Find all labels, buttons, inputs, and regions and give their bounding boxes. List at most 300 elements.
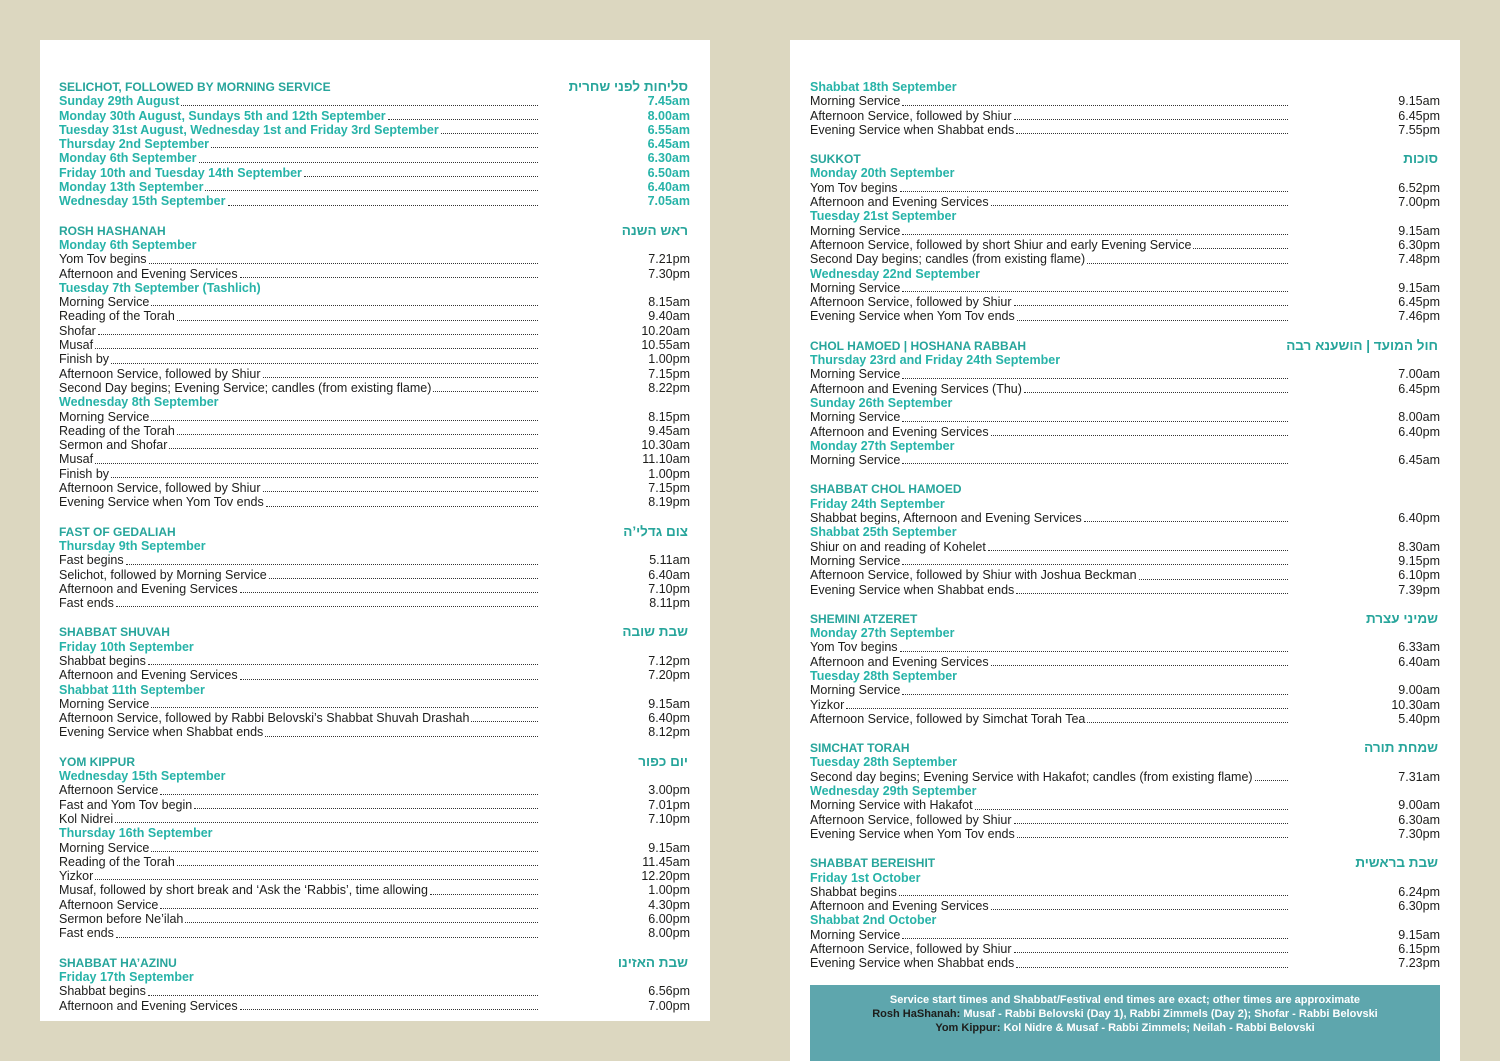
row-label-box (59, 798, 540, 812)
schedule-row (59, 697, 690, 711)
dot-leader (975, 809, 1289, 810)
dot-leader (95, 463, 538, 464)
dot-leader (1139, 579, 1289, 580)
service-name: Monday 6th September (59, 151, 197, 166)
row-label-box (59, 596, 540, 610)
service-name: Morning Service (810, 453, 901, 468)
service-time: 6.52pm (1398, 180, 1440, 195)
service-time: 7.30pm (648, 266, 690, 281)
schedule-row (59, 999, 690, 1013)
service-time: 7.10pm (648, 581, 690, 596)
schedule-row (59, 898, 690, 912)
schedule-section (810, 856, 1440, 970)
dot-leader (991, 909, 1289, 910)
service-name: Afternoon and Evening Services (810, 654, 989, 669)
row-label-box (59, 367, 540, 381)
schedule-row (59, 654, 690, 668)
date-subheading: Shabbat 18th September (810, 80, 957, 94)
service-name: Second Day begins; Evening Service; candles (from existing flame) (59, 380, 432, 395)
date-subheading: Tuesday 21st September (810, 209, 957, 224)
section-header (810, 612, 1440, 626)
date-subheading: Wednesday 29th September (810, 784, 977, 799)
service-name: Afternoon Service (59, 897, 159, 912)
schedule-row (59, 495, 690, 509)
section-header (59, 525, 690, 539)
schedule-row (810, 281, 1440, 295)
section-title-hebrew: חול המועד | הושענא רבה (1286, 337, 1438, 353)
service-name: Tuesday 31st August, Wednesday 1st and Friday 3rd September (59, 122, 439, 137)
left-column (59, 80, 690, 1028)
schedule-row (59, 582, 690, 596)
service-name: Afternoon and Evening Services (810, 195, 989, 210)
dot-leader (169, 448, 538, 449)
service-time: 6.40am (648, 567, 690, 582)
schedule-row (810, 942, 1440, 956)
service-name: Afternoon Service, followed by Shiur (810, 295, 1012, 310)
section-header (59, 80, 690, 94)
service-name: Morning Service (810, 683, 901, 698)
schedule-row (810, 382, 1440, 396)
service-name: Friday 10th and Tuesday 14th September (59, 165, 302, 180)
date-subheading: Thursday 16th September (59, 826, 213, 841)
service-time: 9.40am (648, 309, 690, 324)
schedule-row (810, 640, 1440, 654)
dot-leader (149, 263, 538, 264)
service-time: 6.30am (647, 151, 690, 166)
service-time: 9.15am (648, 696, 690, 711)
dot-leader (991, 435, 1289, 436)
schedule-row (59, 410, 690, 424)
service-name: Morning Service (810, 367, 901, 382)
row-label-box (810, 798, 1290, 812)
dot-leader (263, 377, 539, 378)
row-label-box (810, 712, 1290, 726)
row-label-box (810, 942, 1290, 956)
row-label-box (810, 928, 1290, 942)
service-name: Afternoon and Evening Services (59, 668, 238, 683)
service-name: Evening Service when Shabbat ends (810, 122, 1015, 137)
schedule-row (810, 238, 1440, 252)
service-time: 7.00am (1398, 367, 1440, 382)
dot-leader (228, 205, 539, 206)
schedule-row (59, 467, 690, 481)
dot-leader (1014, 305, 1289, 306)
schedule-row (59, 452, 690, 466)
service-name: Morning Service (59, 840, 150, 855)
schedule-section (810, 741, 1440, 841)
service-name: Morning Service (810, 94, 901, 109)
service-name: Second Day begins; candles (from existing flame) (810, 252, 1086, 267)
service-time: 10.30am (1391, 697, 1440, 712)
schedule-row (59, 137, 690, 151)
dot-leader (266, 506, 538, 507)
service-time: 6.45pm (1398, 381, 1440, 396)
schedule-row (810, 956, 1440, 970)
section-title-hebrew: שבת בראשית (1355, 855, 1438, 871)
service-time: 12.20pm (641, 869, 690, 884)
dot-leader (430, 894, 538, 895)
dot-leader (902, 564, 1288, 565)
row-label-box (810, 655, 1290, 669)
dot-leader (902, 105, 1288, 106)
section-title: CHOL HAMOED | HOSHANA RABBAH (810, 338, 1027, 353)
service-time: 5.11am (649, 553, 690, 568)
date-subheading: Tuesday 28th September (810, 668, 958, 683)
service-name: Morning Service (810, 280, 901, 295)
service-name: Afternoon and Evening Services (810, 899, 989, 914)
service-name: Afternoon and Evening Services (810, 424, 989, 439)
dot-leader (185, 922, 538, 923)
section-title: SHABBAT CHOL HAMOED (810, 482, 962, 497)
row-label-box (59, 352, 540, 366)
schedule-row (810, 252, 1440, 266)
dot-leader (111, 477, 538, 478)
service-time: 7.30pm (1398, 826, 1440, 841)
footer-yom-kippur-text: Kol Nidre & Musaf - Rabbi Zimmels; Neilah - Rabbi Belovski (1003, 1022, 1315, 1034)
row-label-box (59, 410, 540, 424)
date-subheading: Monday 27th September (810, 438, 955, 453)
row-label-box (810, 540, 1290, 554)
schedule-row (810, 798, 1440, 812)
row-label-box (59, 568, 540, 582)
dot-leader (240, 1009, 538, 1010)
row-label-box (810, 698, 1290, 712)
schedule-row (59, 109, 690, 123)
dot-leader (95, 879, 538, 880)
section-header (810, 482, 1440, 496)
date-subheading: Monday 27th September (810, 626, 955, 641)
schedule-row (810, 94, 1440, 108)
dot-leader (160, 908, 538, 909)
schedule-row (59, 984, 690, 998)
section-title-hebrew: ראש השנה (621, 222, 688, 238)
service-time: 4.30pm (648, 897, 690, 912)
service-name: Evening Service when Shabbat ends (59, 725, 264, 740)
service-name: Morning Service (810, 927, 901, 942)
schedule-row (59, 151, 690, 165)
schedule-row (59, 568, 690, 582)
row-label-box (59, 137, 540, 151)
dot-leader (902, 938, 1288, 939)
dot-leader (388, 119, 538, 120)
service-name: Musaf (59, 338, 94, 353)
date-subheading: Tuesday 28th September (810, 755, 958, 770)
footer-line-2 (810, 1007, 1440, 1021)
service-name: Yom Tov begins (810, 180, 898, 195)
dot-leader (441, 133, 538, 134)
row-label-box (59, 926, 540, 940)
service-name: Morning Service with Hakafot (810, 798, 973, 813)
schedule-row (59, 166, 690, 180)
section-header (810, 339, 1440, 353)
schedule-row (59, 438, 690, 452)
schedule-row (59, 481, 690, 495)
dot-leader (1087, 263, 1288, 264)
schedule-row (59, 180, 690, 194)
row-label-box (810, 511, 1290, 525)
service-name: Yom Tov begins (59, 252, 147, 267)
service-time: 11.10am (642, 452, 690, 467)
service-name: Reading of the Torah (59, 423, 175, 438)
row-label-box (810, 453, 1290, 467)
date-subheading: Friday 10th September (59, 639, 194, 654)
dot-leader (902, 234, 1288, 235)
row-label-box (810, 956, 1290, 970)
service-name: Reading of the Torah (59, 854, 175, 869)
service-name: Monday 30th August, Sundays 5th and 12th September (59, 108, 386, 123)
dot-leader (199, 162, 538, 163)
section-title-hebrew: שמיני עצרת (1365, 610, 1438, 626)
service-name: Shofar (59, 323, 96, 338)
dot-leader (95, 348, 538, 349)
service-name: Afternoon Service, followed by Shiur (810, 942, 1012, 957)
dot-leader (902, 463, 1288, 464)
service-time: 6.45am (1398, 453, 1440, 468)
service-time: 9.15am (1398, 223, 1440, 238)
schedule-section (59, 625, 690, 739)
service-time: 7.00pm (1398, 195, 1440, 210)
schedule-row (59, 912, 690, 926)
schedule-row (810, 367, 1440, 381)
footer-rosh-hashanah-label: Rosh HaShanah: (872, 1008, 961, 1020)
schedule-row (810, 712, 1440, 726)
dot-leader (1016, 593, 1288, 594)
service-name: Afternoon Service (59, 783, 159, 798)
service-name: Fast ends (59, 596, 114, 611)
section-header (59, 956, 690, 970)
service-time: 6.33am (1398, 640, 1440, 655)
row-label-box (59, 668, 540, 682)
dot-leader (263, 491, 539, 492)
dot-leader (205, 190, 538, 191)
section-header (59, 755, 690, 769)
dot-leader (177, 865, 538, 866)
section-title: SHABBAT SHUVAH (59, 625, 170, 640)
section-title-hebrew: סוכות (1403, 151, 1438, 167)
service-time: 7.45am (647, 94, 690, 109)
row-label-box (810, 813, 1290, 827)
schedule-row (810, 295, 1440, 309)
row-label-box (810, 770, 1290, 784)
service-time: 10.55am (641, 338, 690, 353)
row-label-box (810, 827, 1290, 841)
service-name: Yom Tov begins (810, 640, 898, 655)
service-time: 10.20am (641, 323, 690, 338)
service-name: Afternoon and Evening Services (59, 581, 238, 596)
service-time: 7.00pm (648, 998, 690, 1013)
service-time: 7.10pm (648, 811, 690, 826)
schedule-row (59, 94, 690, 108)
dot-leader (433, 391, 538, 392)
section-title: SELICHOT, FOLLOWED BY MORNING SERVICE (59, 80, 331, 94)
service-name: Shabbat begins (810, 884, 897, 899)
row-label-box (59, 812, 540, 826)
dot-leader (115, 822, 538, 823)
service-name: Finish by (59, 466, 110, 481)
schedule-row (59, 267, 690, 281)
dot-leader (902, 378, 1288, 379)
schedule-row (810, 698, 1440, 712)
schedule-section (810, 612, 1440, 726)
dot-leader (211, 147, 538, 148)
service-time: 6.55am (647, 122, 690, 137)
dot-leader (1084, 521, 1289, 522)
service-name: Evening Service when Shabbat ends (810, 582, 1015, 597)
schedule-row (59, 855, 690, 869)
dot-leader (151, 707, 538, 708)
row-label-box (59, 338, 540, 352)
service-time: 8.19pm (648, 495, 690, 510)
dot-leader (1255, 780, 1289, 781)
schedule-row (810, 109, 1440, 123)
dot-leader (1014, 119, 1289, 120)
schedule-section (59, 755, 690, 941)
service-time: 7.55pm (1398, 122, 1440, 137)
schedule-row (810, 827, 1440, 841)
dot-leader (240, 592, 538, 593)
service-time: 7.39pm (1398, 582, 1440, 597)
schedule-row (59, 424, 690, 438)
row-label-box (59, 123, 540, 137)
date-subheading: Shabbat 2nd October (810, 913, 937, 928)
footer-yom-kippur-label: Yom Kippur: (935, 1022, 1001, 1034)
row-label-box (810, 281, 1290, 295)
schedule-row (810, 425, 1440, 439)
dot-leader (1087, 722, 1288, 723)
schedule-row (810, 655, 1440, 669)
dot-leader (116, 606, 538, 607)
date-subheading: Shabbat 25th September (810, 525, 957, 540)
schedule-row (810, 224, 1440, 238)
service-name: Morning Service (59, 295, 150, 310)
dot-leader (1017, 837, 1288, 838)
section-title: SHEMINI ATZERET (810, 611, 918, 626)
section-header (59, 625, 690, 639)
schedule-row (59, 596, 690, 610)
service-name: Morning Service (810, 410, 901, 425)
dot-leader (900, 191, 1289, 192)
schedule-row (59, 381, 690, 395)
service-name: Sunday 29th August (59, 94, 180, 109)
service-name: Fast ends (59, 926, 114, 941)
service-time: 7.12pm (648, 653, 690, 668)
row-label-box (59, 452, 540, 466)
dot-leader (194, 808, 538, 809)
schedule-row (59, 553, 690, 567)
row-label-box (59, 180, 540, 194)
date-subheading: Thursday 9th September (59, 538, 206, 553)
right-page (790, 40, 1460, 1061)
section-header (810, 152, 1440, 166)
row-label-box (810, 367, 1290, 381)
row-label-box (59, 324, 540, 338)
section-title: SHABBAT HA’AZINU (59, 955, 177, 970)
date-subheading: Friday 24th September (810, 496, 945, 511)
service-time: 9.00am (1398, 683, 1440, 698)
service-name: Wednesday 15th September (59, 194, 226, 209)
service-time: 8.15am (648, 295, 690, 310)
dot-leader (902, 694, 1288, 695)
schedule-row (59, 798, 690, 812)
dot-leader (177, 434, 538, 435)
schedule-row (59, 309, 690, 323)
dot-leader (240, 679, 538, 680)
row-label-box (59, 194, 540, 208)
service-time: 9.45am (648, 423, 690, 438)
service-name: Afternoon and Evening Services (59, 266, 238, 281)
service-name: Kol Nidrei (59, 811, 114, 826)
date-subheading: Monday 6th September (59, 237, 197, 252)
row-label-box (59, 984, 540, 998)
dot-leader (151, 305, 538, 306)
service-name: Afternoon Service, followed by short Shiur and early Evening Service (810, 237, 1192, 252)
row-label-box (59, 309, 540, 323)
row-label-box (59, 424, 540, 438)
service-time: 6.50am (647, 165, 690, 180)
service-name: Morning Service (59, 696, 150, 711)
service-time: 6.10pm (1398, 568, 1440, 583)
row-label-box (59, 869, 540, 883)
dot-leader (1193, 248, 1288, 249)
row-label-box (59, 438, 540, 452)
schedule-row (810, 410, 1440, 424)
service-name: Finish by (59, 352, 110, 367)
service-name: Shabbat begins, Afternoon and Evening Services (810, 511, 1082, 526)
service-time: 7.05am (647, 194, 690, 209)
date-subheading: Shabbat 11th September (59, 682, 205, 697)
schedule-section (810, 339, 1440, 468)
service-time: 7.46pm (1398, 309, 1440, 324)
row-label-box (810, 295, 1290, 309)
service-time: 6.24pm (1398, 884, 1440, 899)
row-label-box (810, 554, 1290, 568)
dot-leader (988, 550, 1288, 551)
row-label-box (810, 195, 1290, 209)
row-label-box (59, 582, 540, 596)
row-label-box (59, 725, 540, 739)
dot-leader (177, 320, 538, 321)
section-title-hebrew: צום גדלי’ה (623, 523, 688, 539)
service-time: 7.23pm (1398, 956, 1440, 971)
service-time: 6.45pm (1398, 108, 1440, 123)
section-title: YOM KIPPUR (59, 754, 136, 769)
row-label-box (59, 252, 540, 266)
schedule-section (59, 224, 690, 510)
service-name: Fast and Yom Tov begin (59, 797, 193, 812)
service-time: 6.40pm (1398, 424, 1440, 439)
service-time: 7.20pm (648, 668, 690, 683)
schedule-row (59, 123, 690, 137)
section-header (810, 741, 1440, 755)
section-header (810, 856, 1440, 870)
row-label-box (810, 425, 1290, 439)
schedule-row (59, 668, 690, 682)
section-title: ROSH HASHANAH (59, 223, 166, 238)
row-label-box (59, 467, 540, 481)
date-subheading: Tuesday 7th September (Tashlich) (59, 280, 261, 295)
row-label-box (810, 238, 1290, 252)
service-name: Musaf, followed by short break and ‘Ask the ‘Rabbis’, time allowing (59, 883, 428, 898)
service-time: 6.40am (647, 180, 690, 195)
service-time: 6.15pm (1398, 942, 1440, 957)
row-label-box (810, 224, 1290, 238)
service-name: Afternoon Service, followed by Simchat Torah Tea (810, 711, 1086, 726)
schedule-row (59, 252, 690, 266)
date-subheading: Friday 1st October (810, 870, 921, 885)
dot-leader (1014, 952, 1289, 953)
service-name: Yizkor (59, 869, 94, 884)
schedule-row (810, 123, 1440, 137)
